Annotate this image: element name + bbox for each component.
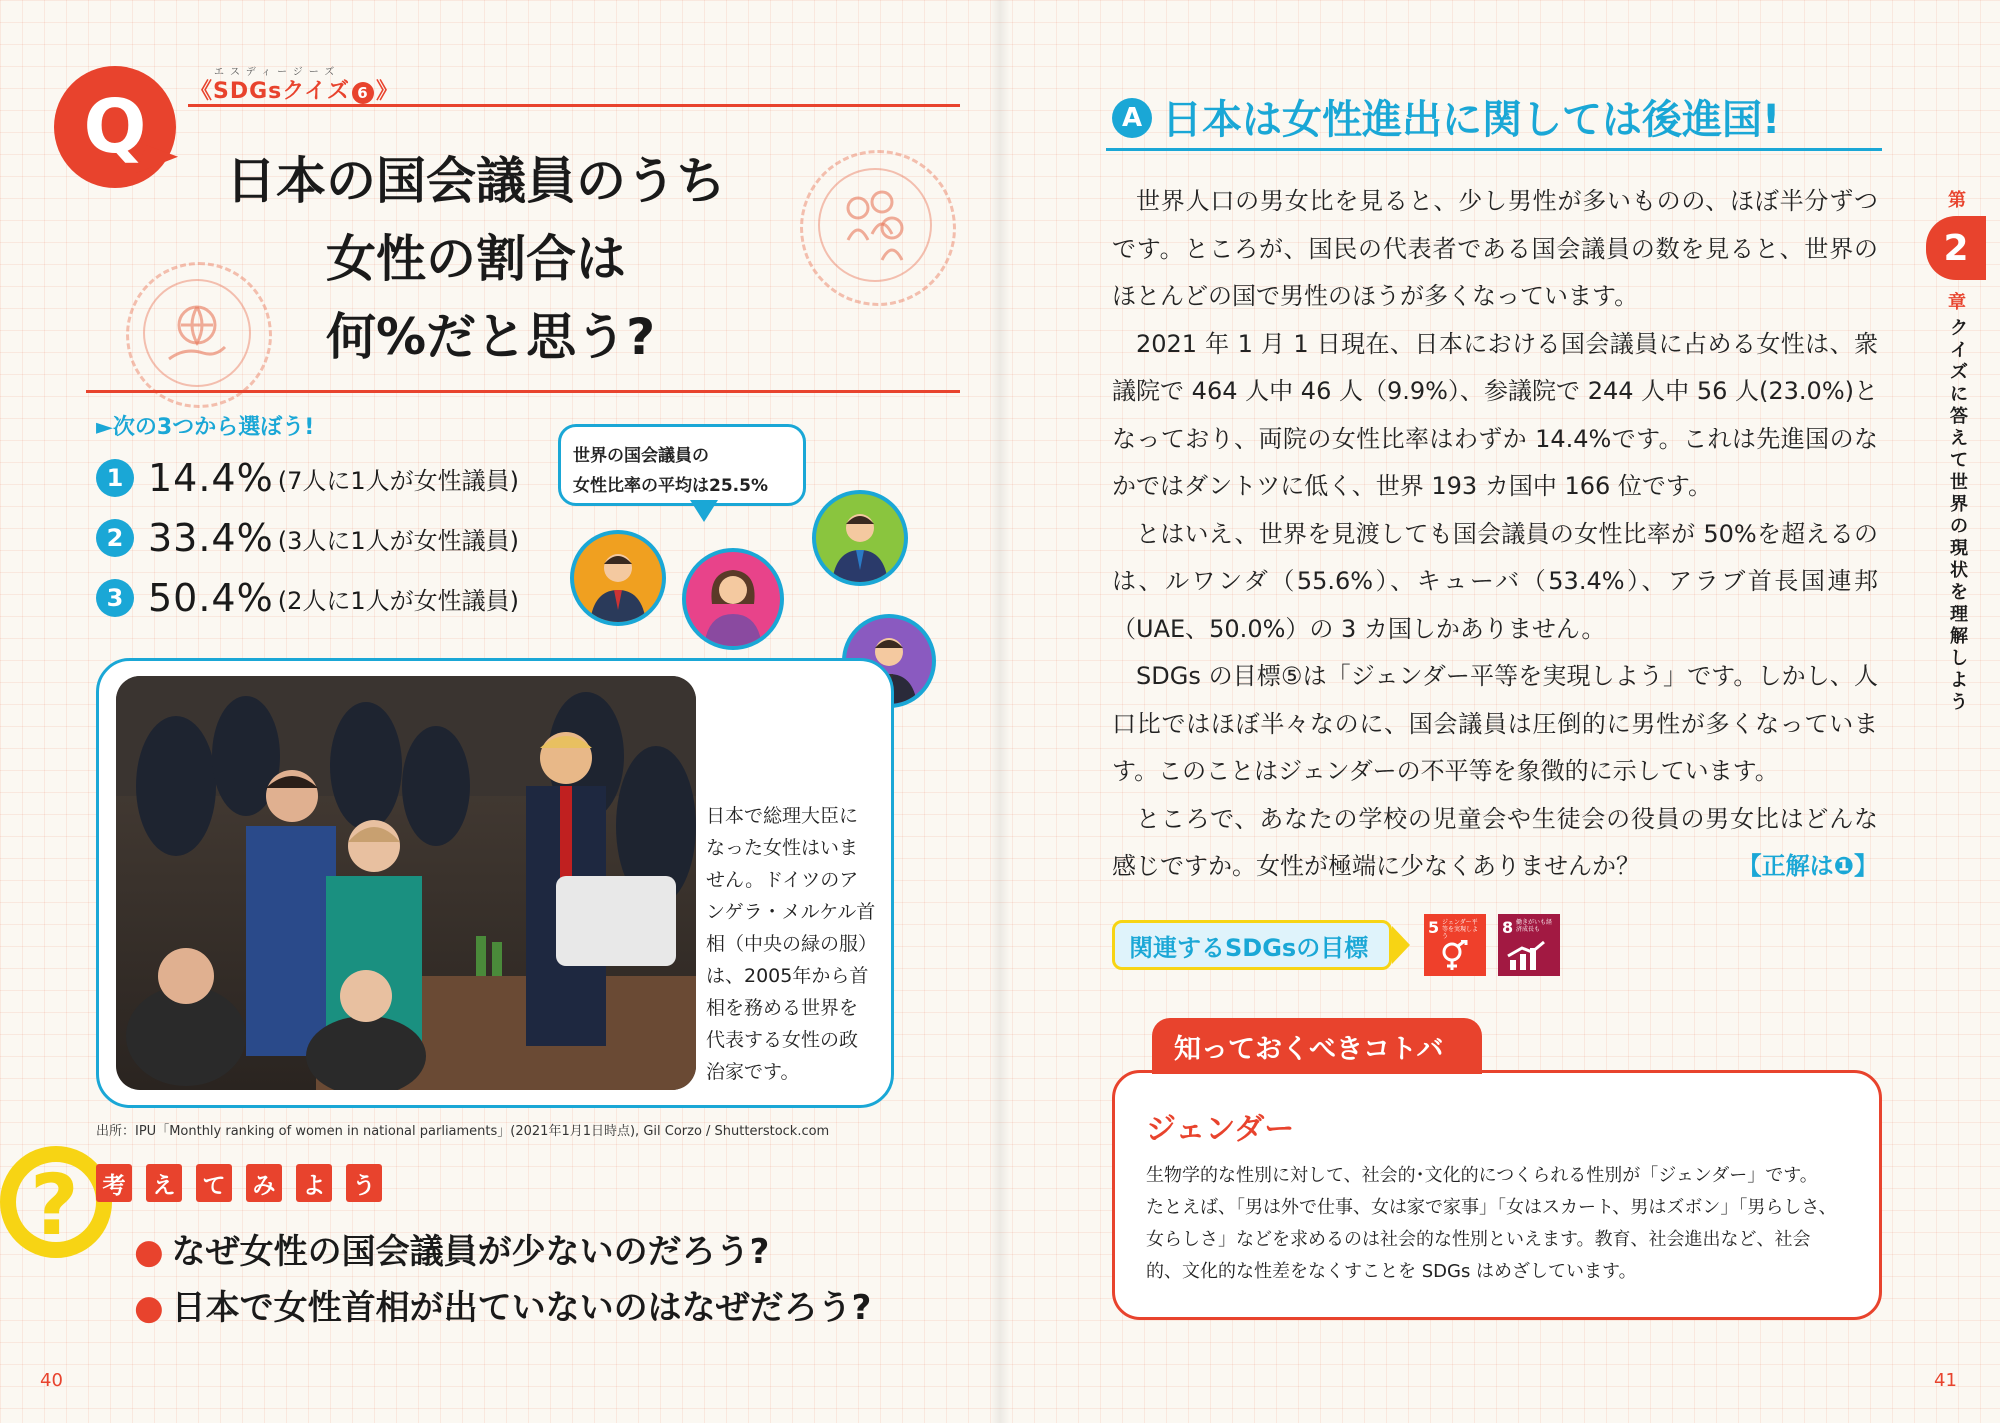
question-line-2: 女性の割合は	[326, 230, 626, 288]
answer-title: 日本は女性進出に関しては後進国!	[1162, 97, 1781, 143]
decorative-people-icon	[818, 168, 932, 282]
question-title	[226, 142, 726, 376]
answer-paragraph-2: 2021 年 1 月 1 日現在、日本における国会議員に占める女性は、衆議院で 464 人中 46 人（9.9%）、参議院で 244 人中 56 人(23.0%)となっており、両院の女性比率はわずか 14.4%です。これは先進国のなかではダントツに低く、世界 193 カ国中 166 位です。	[1112, 329, 1878, 500]
think-char: う	[346, 1164, 382, 1202]
sdg-label-arrow	[1392, 926, 1410, 964]
glossary-body	[1146, 1160, 1846, 1288]
correct-answer-mark: 【正解は❶】	[1737, 852, 1878, 880]
answer-paragraph-5: ところで、あなたの学校の児童会や生徒会の役員の男女比はどんな感じですか。女性が極端に少なくありませんか？ 【正解は❶】	[1112, 796, 1878, 891]
page-number-left: 40	[40, 1370, 63, 1391]
avatar-man-green	[812, 490, 908, 586]
avatar-woman-pink	[682, 548, 784, 650]
question-line-3: 何%だと思う?	[326, 308, 656, 366]
page-number-right: 41	[1934, 1370, 1957, 1391]
think-question-2: ● 日本で女性首相が出ていないのはなぜだろう?	[134, 1288, 872, 1328]
choice-percent: 50.4%	[148, 576, 274, 620]
answer-paragraph-4: SDGs の目標⑤は「ジェンダー平等を実現しよう」です。しかし、人口比ではほぼ半々なのに、国会議員は圧倒的に男性が多くなっています。このことはジェンダーの不平等を象徴的に示しています。	[1112, 662, 1878, 785]
quiz-underline	[188, 104, 960, 107]
question-badge: Q	[54, 66, 176, 188]
answer-paragraph-3: とはいえ、世界を見渡しても国会議員の女性比率が 50%を超えるのは、ルワンダ（55.6%）、キューバ（53.4%）、アラブ首長国連邦（UAE、50.0%）の 3 カ国しかありません。	[1112, 519, 1878, 643]
choice-1[interactable]	[96, 456, 519, 500]
choice-number: 3	[96, 579, 134, 617]
choice-2[interactable]	[96, 516, 519, 560]
think-char: 考	[96, 1164, 132, 1202]
sdg-goal-5-icon: 5 ジェンダー平等を実現しよう	[1424, 914, 1486, 976]
think-char: て	[196, 1164, 232, 1202]
bubble-tail	[690, 500, 718, 522]
quiz-number: 6	[352, 82, 374, 104]
choice-number: 2	[96, 519, 134, 557]
glossary-term: ジェンダー	[1146, 1112, 1295, 1147]
question-line-1: 日本の国会議員のうち	[226, 152, 726, 210]
question-divider	[86, 390, 960, 393]
bullet-icon: ●	[134, 1288, 164, 1328]
answer-paragraph-1: 世界人口の男女比を見ると、少し男性が多いものの、ほぼ半分ずつです。ところが、国民の代表者である国会議員の数を見ると、世界のほとんどの国で男性のほうが多くなっています。	[1112, 187, 1878, 310]
choice-note: (2人に1人が女性議員)	[277, 586, 519, 615]
answer-badge: A	[1112, 98, 1152, 138]
avatar-man-orange	[570, 530, 666, 626]
chapter-prefix: 第	[1948, 190, 1966, 211]
page-gutter	[990, 0, 1010, 1423]
think-char: よ	[296, 1164, 332, 1202]
think-question-1: ● なぜ女性の国会議員が少ないのだろう?	[134, 1232, 770, 1272]
choice-3[interactable]	[96, 576, 519, 620]
quiz-label: 《SDGsクイズ 6 》	[190, 79, 399, 104]
chapter-suffix: 章	[1948, 292, 1966, 313]
world-average-bubble	[558, 424, 806, 506]
glossary-line-2: たとえば、「男は外で仕事、女は家で家事」「女はスカート、男はズボン」「男らしさ、女らしさ」などを求めるのは社会的な性別といえます。教育、社会進出など、社会的、文化的な性差をなくすことを SDGs はめざしています。	[1146, 1197, 1837, 1282]
question-mark-icon: ?	[30, 1156, 79, 1254]
glossary-tab: 知っておくべきコトバ	[1152, 1018, 1482, 1074]
choice-note: (3人に1人が女性議員)	[277, 526, 519, 555]
source-credit: 出所：IPU「Monthly ranking of women in national parliaments」(2021年1月1日時点), Gil Corzo / Shutterstock.com	[96, 1124, 830, 1139]
chapter-title: クイズに答えて世界の現状を理解しよう	[1950, 318, 1968, 713]
quiz-label-ruby: エスディージーズ	[214, 67, 341, 78]
choice-note: (7人に1人が女性議員)	[277, 466, 519, 495]
answer-body	[1112, 178, 1878, 891]
decorative-globe-hand-icon	[143, 279, 251, 387]
sdg-goal-8-icon: 8 働きがいも経済成長も	[1498, 914, 1560, 976]
choice-percent: 14.4%	[148, 456, 274, 500]
bubble-line-1: 世界の国会議員の	[573, 446, 709, 466]
glossary-line-1: 生物学的な性別に対して、社会的･文化的につくられる性別が「ジェンダー」です。	[1146, 1165, 1818, 1186]
chapter-number-tab: 2	[1926, 216, 1986, 280]
bullet-icon: ●	[134, 1232, 164, 1272]
photo-caption: 日本で総理大臣になった女性はいません。ドイツのアンゲラ・メルケル首相（中央の緑の服）は、2005年から首相を務める世界を代表する女性の政治家です。	[706, 805, 876, 1083]
summit-photo	[116, 676, 696, 1090]
think-char: み	[246, 1164, 282, 1202]
choose-prompt: ►次の3つから選ぼう!	[96, 415, 315, 440]
answer-underline	[1106, 148, 1882, 151]
think-heading	[96, 1164, 382, 1202]
related-sdgs-label: 関連するSDGsの目標	[1112, 920, 1392, 970]
bubble-line-2: 女性比率の平均は25.5%	[573, 476, 768, 496]
choice-percent: 33.4%	[148, 516, 274, 560]
choice-number: 1	[96, 459, 134, 497]
think-char: え	[146, 1164, 182, 1202]
